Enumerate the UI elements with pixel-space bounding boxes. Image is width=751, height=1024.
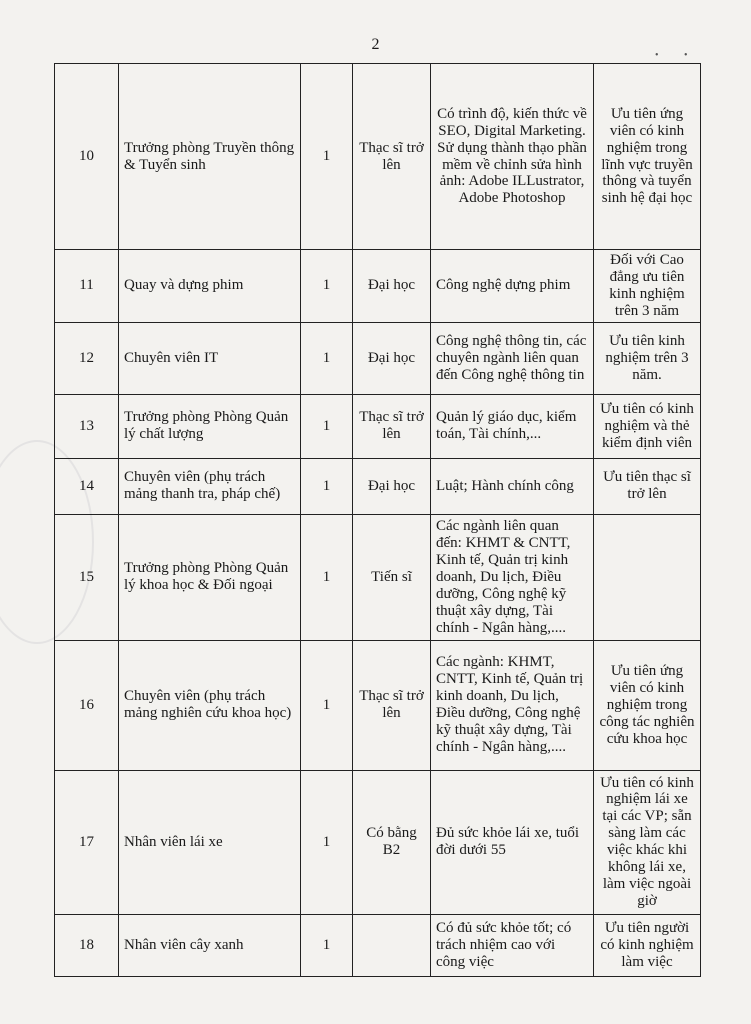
degree-requirement: Đại học (353, 250, 431, 323)
position-title: Trưởng phòng Truyền thông & Tuyển sinh (119, 64, 301, 250)
recruitment-table (54, 63, 701, 977)
major-requirement: Luật; Hành chính công (431, 458, 594, 514)
major-requirement: Các ngành: KHMT, CNTT, Kinh tế, Quản trị kinh doanh, Du lịch, Điều dưỡng, Công nghệ kỹ thuật xây dựng, Tài chính - Ngân hàng,.... (431, 640, 594, 770)
recruitment-table-wrapper (54, 63, 700, 977)
quantity: 1 (301, 322, 353, 394)
row-number: 18 (55, 914, 119, 976)
position-title: Chuyên viên IT (119, 322, 301, 394)
major-requirement: Có trình độ, kiến thức về SEO, Digital Marketing. Sử dụng thành thạo phần mềm về chỉnh sửa hình ảnh: Adobe ILLustrator, Adobe Photoshop (431, 64, 594, 250)
priority-note (594, 514, 701, 640)
position-title: Chuyên viên (phụ trách mảng thanh tra, pháp chế) (119, 458, 301, 514)
table-row (55, 640, 701, 770)
table-row (55, 914, 701, 976)
priority-note: Ưu tiên ứng viên có kinh nghiệm trong lĩnh vực truyền thông và tuyển sinh hệ đại học (594, 64, 701, 250)
row-number: 17 (55, 770, 119, 914)
position-title: Nhân viên cây xanh (119, 914, 301, 976)
priority-note: Đối với Cao đẳng ưu tiên kinh nghiệm trên 3 năm (594, 250, 701, 323)
major-requirement: Đủ sức khỏe lái xe, tuổi đời dưới 55 (431, 770, 594, 914)
table-row (55, 394, 701, 458)
position-title: Trưởng phòng Phòng Quản lý chất lượng (119, 394, 301, 458)
major-requirement: Quản lý giáo dục, kiểm toán, Tài chính,... (431, 394, 594, 458)
table-row (55, 250, 701, 323)
row-number: 14 (55, 458, 119, 514)
degree-requirement: Thạc sĩ trở lên (353, 64, 431, 250)
priority-note: Ưu tiên kinh nghiệm trên 3 năm. (594, 322, 701, 394)
quantity: 1 (301, 250, 353, 323)
quantity: 1 (301, 64, 353, 250)
row-number: 15 (55, 514, 119, 640)
major-requirement: Các ngành liên quan đến: KHMT & CNTT, Kinh tế, Quản trị kinh doanh, Du lịch, Điều dưỡng, Công nghệ kỹ thuật xây dựng, Tài chính - Ngân hàng,.... (431, 514, 594, 640)
scan-mark: • (655, 50, 659, 61)
table-row (55, 64, 701, 250)
table-row (55, 458, 701, 514)
table-row (55, 770, 701, 914)
degree-requirement: Đại học (353, 322, 431, 394)
row-number: 13 (55, 394, 119, 458)
position-title: Quay và dựng phim (119, 250, 301, 323)
degree-requirement: Có bằng B2 (353, 770, 431, 914)
quantity: 1 (301, 458, 353, 514)
quantity: 1 (301, 640, 353, 770)
table-body (55, 64, 701, 977)
priority-note: Ưu tiên có kinh nghiệm lái xe tại các VP; sẵn sàng làm các việc khác khi không lái xe, làm việc ngoài giờ (594, 770, 701, 914)
quantity: 1 (301, 514, 353, 640)
quantity: 1 (301, 394, 353, 458)
page-number: 2 (371, 36, 380, 53)
major-requirement: Công nghệ thông tin, các chuyên ngành liên quan đến Công nghệ thông tin (431, 322, 594, 394)
priority-note: Ưu tiên người có kinh nghiệm làm việc (594, 914, 701, 976)
table-row (55, 322, 701, 394)
position-title: Trưởng phòng Phòng Quản lý khoa học & Đối ngoại (119, 514, 301, 640)
row-number: 11 (55, 250, 119, 323)
scan-mark: • (684, 50, 688, 61)
degree-requirement: Thạc sĩ trở lên (353, 394, 431, 458)
row-number: 10 (55, 64, 119, 250)
position-title: Chuyên viên (phụ trách mảng nghiên cứu khoa học) (119, 640, 301, 770)
priority-note: Ưu tiên có kinh nghiệm và thẻ kiểm định viên (594, 394, 701, 458)
position-title: Nhân viên lái xe (119, 770, 301, 914)
table-row (55, 514, 701, 640)
degree-requirement: Đại học (353, 458, 431, 514)
major-requirement: Có đủ sức khỏe tốt; có trách nhiệm cao với công việc (431, 914, 594, 976)
priority-note: Ưu tiên ứng viên có kinh nghiệm trong công tác nghiên cứu khoa học (594, 640, 701, 770)
degree-requirement (353, 914, 431, 976)
degree-requirement: Tiến sĩ (353, 514, 431, 640)
degree-requirement: Thạc sĩ trở lên (353, 640, 431, 770)
quantity: 1 (301, 770, 353, 914)
row-number: 16 (55, 640, 119, 770)
priority-note: Ưu tiên thạc sĩ trở lên (594, 458, 701, 514)
row-number: 12 (55, 322, 119, 394)
major-requirement: Công nghệ dựng phim (431, 250, 594, 323)
quantity: 1 (301, 914, 353, 976)
